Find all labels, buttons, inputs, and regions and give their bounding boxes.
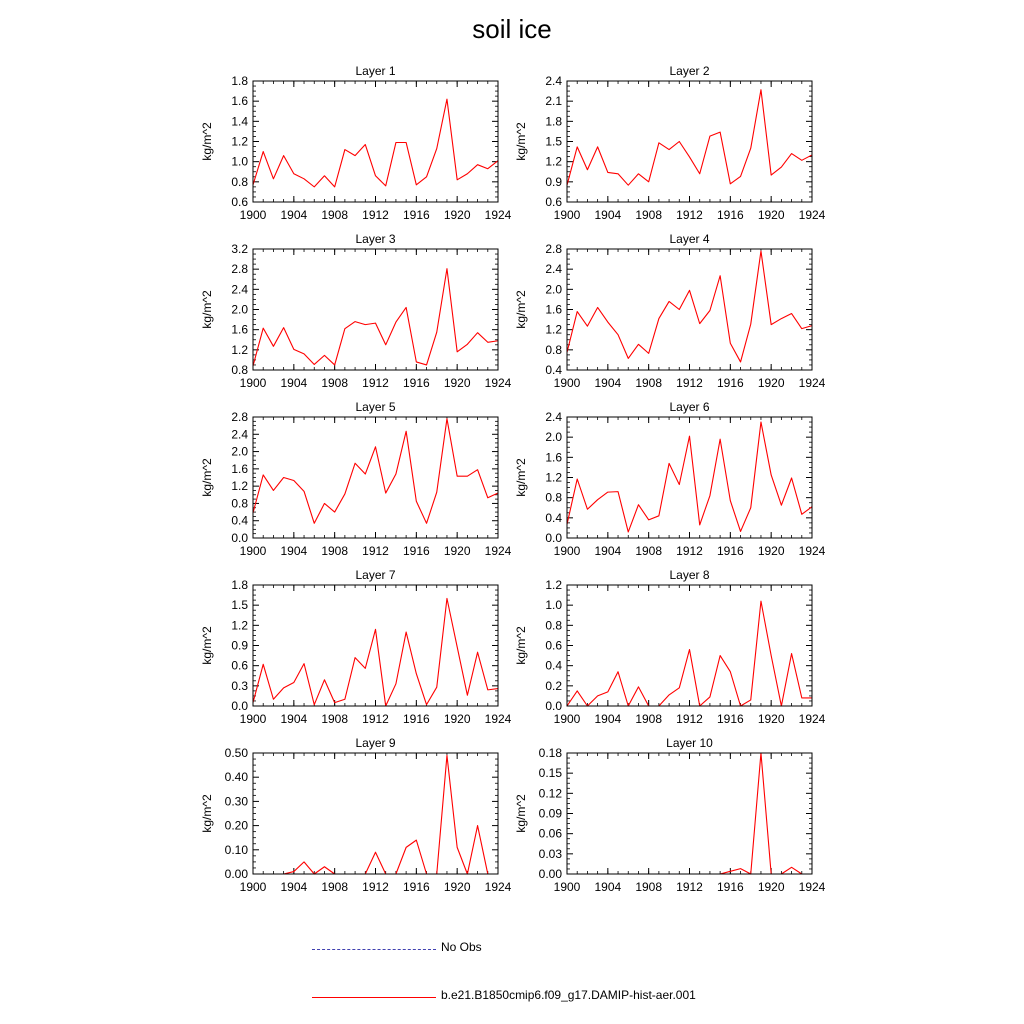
y-tick-label: 0.8 bbox=[545, 618, 562, 633]
figure-title: soil ice bbox=[472, 14, 552, 44]
y-tick-label: 2.4 bbox=[545, 262, 562, 277]
x-tick-label: 1912 bbox=[362, 376, 389, 390]
x-tick-label: 1904 bbox=[594, 544, 622, 558]
plot-frame bbox=[253, 585, 498, 706]
x-tick-label: 1916 bbox=[716, 208, 744, 222]
y-tick-label: 0.20 bbox=[224, 818, 248, 833]
x-tick-label: 1900 bbox=[239, 376, 267, 390]
x-tick-label: 1900 bbox=[239, 208, 267, 222]
x-tick-label: 1900 bbox=[239, 880, 267, 894]
x-tick-label: 1912 bbox=[676, 712, 703, 726]
x-tick-label: 1904 bbox=[280, 544, 308, 558]
legend-obs-line bbox=[312, 949, 436, 950]
panel-title: Layer 8 bbox=[669, 568, 710, 582]
panel-title: Layer 6 bbox=[669, 400, 710, 414]
y-tick-label: 0.18 bbox=[538, 746, 562, 760]
x-tick-label: 1924 bbox=[798, 712, 826, 726]
y-tick-label: 0.9 bbox=[231, 638, 248, 653]
y-tick-label: 0.4 bbox=[231, 513, 248, 528]
y-tick-label: 2.4 bbox=[545, 410, 562, 424]
x-tick-label: 1924 bbox=[484, 880, 512, 894]
y-tick-label: 0.15 bbox=[538, 766, 562, 781]
x-tick-label: 1912 bbox=[676, 544, 703, 558]
y-tick-label: 0.9 bbox=[545, 174, 562, 189]
panel-layer-4 bbox=[514, 232, 826, 390]
x-tick-label: 1900 bbox=[239, 544, 267, 558]
y-tick-label: 0.8 bbox=[231, 363, 248, 377]
series-line bbox=[567, 601, 812, 706]
y-axis-label: kg/m^2 bbox=[200, 794, 214, 833]
x-tick-label: 1900 bbox=[553, 376, 581, 390]
y-tick-label: 1.2 bbox=[231, 342, 248, 357]
legend-obs bbox=[312, 940, 612, 960]
panel-layer-2 bbox=[514, 64, 826, 222]
y-tick-label: 2.0 bbox=[231, 444, 248, 459]
x-tick-label: 1904 bbox=[280, 712, 308, 726]
plot-frame bbox=[567, 585, 812, 706]
x-tick-label: 1908 bbox=[635, 376, 663, 390]
x-tick-label: 1908 bbox=[635, 712, 663, 726]
y-tick-label: 1.8 bbox=[545, 114, 562, 129]
x-tick-label: 1920 bbox=[757, 376, 785, 390]
x-tick-label: 1916 bbox=[402, 712, 430, 726]
series-line bbox=[253, 598, 498, 706]
series-line bbox=[253, 269, 498, 366]
y-tick-label: 0.0 bbox=[231, 531, 248, 545]
y-tick-label: 2.8 bbox=[545, 242, 562, 256]
y-axis-label: kg/m^2 bbox=[514, 458, 528, 497]
panel-title: Layer 10 bbox=[666, 736, 713, 750]
y-tick-label: 0.2 bbox=[545, 678, 562, 693]
y-tick-label: 0.0 bbox=[545, 699, 562, 713]
panel-title: Layer 2 bbox=[669, 64, 710, 78]
y-tick-label: 1.2 bbox=[231, 479, 248, 494]
x-tick-label: 1920 bbox=[757, 712, 785, 726]
panel-layer-1 bbox=[200, 64, 512, 222]
legend-model-line bbox=[312, 997, 436, 998]
y-tick-label: 2.0 bbox=[545, 282, 562, 297]
series-line bbox=[253, 755, 498, 874]
x-tick-label: 1920 bbox=[443, 376, 471, 390]
y-tick-label: 0.8 bbox=[231, 496, 248, 511]
y-axis-label: kg/m^2 bbox=[514, 122, 528, 161]
y-tick-label: 0.0 bbox=[231, 699, 248, 713]
y-tick-label: 2.4 bbox=[231, 427, 248, 442]
y-tick-label: 0.50 bbox=[224, 746, 248, 760]
y-tick-label: 2.0 bbox=[545, 430, 562, 445]
y-tick-label: 0.09 bbox=[538, 806, 562, 821]
x-tick-label: 1924 bbox=[798, 880, 826, 894]
panel-title: Layer 7 bbox=[355, 568, 396, 582]
x-tick-label: 1904 bbox=[594, 880, 622, 894]
x-tick-label: 1912 bbox=[362, 208, 389, 222]
y-tick-label: 1.6 bbox=[231, 322, 248, 337]
panel-title: Layer 5 bbox=[355, 400, 396, 414]
x-tick-label: 1920 bbox=[757, 880, 785, 894]
plot-frame bbox=[567, 417, 812, 538]
x-tick-label: 1908 bbox=[321, 208, 349, 222]
panel-title: Layer 9 bbox=[355, 736, 396, 750]
x-tick-label: 1908 bbox=[321, 544, 349, 558]
x-tick-label: 1924 bbox=[798, 208, 826, 222]
x-tick-label: 1924 bbox=[798, 376, 826, 390]
x-tick-label: 1912 bbox=[676, 208, 703, 222]
y-tick-label: 0.10 bbox=[224, 842, 248, 857]
y-tick-label: 0.8 bbox=[231, 174, 248, 189]
y-tick-label: 0.4 bbox=[545, 510, 562, 525]
plot-frame bbox=[253, 249, 498, 370]
x-tick-label: 1924 bbox=[484, 376, 512, 390]
y-tick-label: 2.8 bbox=[231, 410, 248, 424]
y-tick-label: 1.6 bbox=[231, 461, 248, 476]
x-tick-label: 1920 bbox=[443, 208, 471, 222]
y-tick-label: 0.6 bbox=[231, 658, 248, 673]
x-tick-label: 1900 bbox=[553, 712, 581, 726]
x-tick-label: 1908 bbox=[321, 376, 349, 390]
x-tick-label: 1916 bbox=[716, 544, 744, 558]
series-line bbox=[253, 419, 498, 524]
series-line bbox=[567, 90, 812, 185]
x-tick-label: 1912 bbox=[676, 376, 703, 390]
plot-frame bbox=[253, 753, 498, 874]
y-axis-label: kg/m^2 bbox=[200, 290, 214, 329]
y-axis-label: kg/m^2 bbox=[200, 626, 214, 665]
y-tick-label: 2.4 bbox=[545, 74, 562, 88]
plot-frame bbox=[567, 81, 812, 202]
legend-obs-label: No Obs bbox=[441, 940, 482, 954]
plot-frame bbox=[567, 753, 812, 874]
series-line bbox=[567, 251, 812, 362]
series-line bbox=[253, 99, 498, 187]
y-tick-label: 2.1 bbox=[545, 94, 562, 109]
x-tick-label: 1904 bbox=[280, 880, 308, 894]
y-axis-label: kg/m^2 bbox=[200, 458, 214, 497]
x-tick-label: 1920 bbox=[757, 208, 785, 222]
x-tick-label: 1912 bbox=[362, 712, 389, 726]
x-tick-label: 1908 bbox=[635, 544, 663, 558]
x-tick-label: 1916 bbox=[402, 880, 430, 894]
y-tick-label: 0.30 bbox=[224, 794, 248, 809]
y-tick-label: 2.8 bbox=[231, 262, 248, 277]
plot-frame bbox=[253, 417, 498, 538]
y-tick-label: 0.4 bbox=[545, 658, 562, 673]
y-tick-label: 1.4 bbox=[231, 114, 248, 129]
x-tick-label: 1908 bbox=[635, 880, 663, 894]
x-tick-label: 1904 bbox=[594, 376, 622, 390]
y-tick-label: 1.8 bbox=[231, 578, 248, 592]
x-tick-label: 1916 bbox=[716, 712, 744, 726]
y-axis-label: kg/m^2 bbox=[514, 794, 528, 833]
y-tick-label: 0.06 bbox=[538, 826, 562, 841]
panel-layer-3 bbox=[200, 232, 512, 390]
y-tick-label: 2.0 bbox=[231, 302, 248, 317]
legend-model-label: b.e21.B1850cmip6.f09_g17.DAMIP-hist-aer.001 bbox=[441, 988, 696, 1002]
x-tick-label: 1924 bbox=[484, 712, 512, 726]
y-tick-label: 1.2 bbox=[545, 578, 562, 592]
x-tick-label: 1900 bbox=[553, 544, 581, 558]
y-tick-label: 0.3 bbox=[231, 678, 248, 693]
legend-model bbox=[312, 988, 732, 1008]
y-tick-label: 3.2 bbox=[231, 242, 248, 256]
y-tick-label: 0.03 bbox=[538, 846, 562, 861]
x-tick-label: 1908 bbox=[321, 712, 349, 726]
y-tick-label: 1.0 bbox=[231, 154, 248, 169]
series-line bbox=[567, 753, 812, 874]
x-tick-label: 1916 bbox=[402, 376, 430, 390]
x-tick-label: 1920 bbox=[443, 880, 471, 894]
y-tick-label: 1.6 bbox=[231, 94, 248, 109]
y-axis-label: kg/m^2 bbox=[514, 626, 528, 665]
y-tick-label: 0.0 bbox=[545, 531, 562, 545]
panel-title: Layer 1 bbox=[355, 64, 396, 78]
x-tick-label: 1912 bbox=[676, 880, 703, 894]
x-tick-label: 1920 bbox=[757, 544, 785, 558]
y-tick-label: 0.00 bbox=[538, 867, 562, 881]
y-tick-label: 1.5 bbox=[545, 134, 562, 149]
panel-layer-5 bbox=[200, 400, 512, 558]
y-axis-label: kg/m^2 bbox=[514, 290, 528, 329]
panel-layer-6 bbox=[514, 400, 826, 558]
x-tick-label: 1904 bbox=[280, 376, 308, 390]
y-tick-label: 1.0 bbox=[545, 598, 562, 613]
y-tick-label: 0.6 bbox=[231, 195, 248, 209]
x-tick-label: 1920 bbox=[443, 544, 471, 558]
y-tick-label: 0.6 bbox=[545, 638, 562, 653]
x-tick-label: 1920 bbox=[443, 712, 471, 726]
x-tick-label: 1916 bbox=[716, 880, 744, 894]
x-tick-label: 1900 bbox=[239, 712, 267, 726]
y-tick-label: 0.4 bbox=[545, 363, 562, 377]
y-tick-label: 1.6 bbox=[545, 450, 562, 465]
series-line bbox=[567, 422, 812, 532]
x-tick-label: 1908 bbox=[321, 880, 349, 894]
x-tick-label: 1900 bbox=[553, 880, 581, 894]
x-tick-label: 1924 bbox=[484, 208, 512, 222]
panel-layer-8 bbox=[514, 568, 826, 726]
plot-frame bbox=[567, 249, 812, 370]
y-tick-label: 0.12 bbox=[538, 786, 562, 801]
x-tick-label: 1904 bbox=[280, 208, 308, 222]
plot-frame bbox=[253, 81, 498, 202]
x-tick-label: 1924 bbox=[798, 544, 826, 558]
x-tick-label: 1924 bbox=[484, 544, 512, 558]
y-tick-label: 2.4 bbox=[231, 282, 248, 297]
panel-layer-7 bbox=[200, 568, 512, 726]
y-tick-label: 1.6 bbox=[545, 302, 562, 317]
y-tick-label: 0.6 bbox=[545, 195, 562, 209]
x-tick-label: 1916 bbox=[402, 208, 430, 222]
x-tick-label: 1908 bbox=[635, 208, 663, 222]
panel-layer-9 bbox=[200, 736, 512, 894]
y-tick-label: 1.2 bbox=[231, 618, 248, 633]
y-tick-label: 0.00 bbox=[224, 867, 248, 881]
panel-title: Layer 4 bbox=[669, 232, 710, 246]
panel-title: Layer 3 bbox=[355, 232, 396, 246]
x-tick-label: 1912 bbox=[362, 544, 389, 558]
x-tick-label: 1904 bbox=[594, 208, 622, 222]
x-tick-label: 1904 bbox=[594, 712, 622, 726]
y-tick-label: 1.8 bbox=[231, 74, 248, 88]
y-axis-label: kg/m^2 bbox=[200, 122, 214, 161]
x-tick-label: 1916 bbox=[716, 376, 744, 390]
y-tick-label: 1.2 bbox=[231, 134, 248, 149]
y-tick-label: 1.2 bbox=[545, 154, 562, 169]
x-tick-label: 1912 bbox=[362, 880, 389, 894]
y-tick-label: 0.8 bbox=[545, 342, 562, 357]
y-tick-label: 0.8 bbox=[545, 490, 562, 505]
x-tick-label: 1900 bbox=[553, 208, 581, 222]
y-tick-label: 1.2 bbox=[545, 322, 562, 337]
x-tick-label: 1916 bbox=[402, 544, 430, 558]
panel-layer-10 bbox=[514, 736, 826, 894]
y-tick-label: 0.40 bbox=[224, 770, 248, 785]
y-tick-label: 1.5 bbox=[231, 598, 248, 613]
y-tick-label: 1.2 bbox=[545, 470, 562, 485]
